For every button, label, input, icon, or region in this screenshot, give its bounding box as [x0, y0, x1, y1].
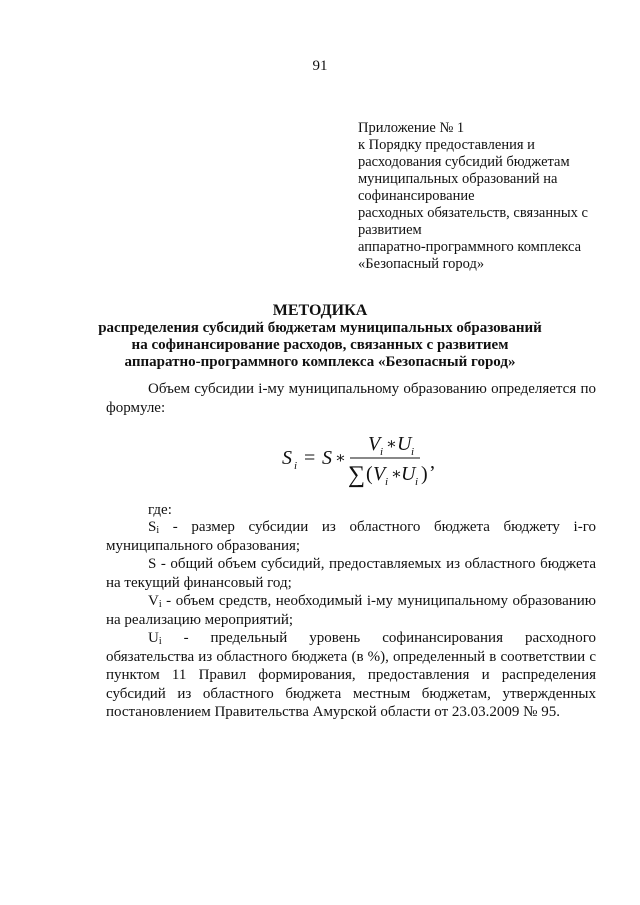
appendix-line: расходования субсидий бюджетам: [358, 154, 570, 170]
formula-mult: ∗: [335, 450, 346, 467]
formula-equals: =: [304, 447, 316, 469]
definition-item: [106, 555, 596, 592]
subsidy-formula: [280, 432, 450, 492]
title-heading: МЕТОДИКА: [272, 302, 368, 319]
title-line: на софинансирование расходов, связанных с развитием: [131, 337, 509, 353]
formula-svg: [280, 432, 450, 492]
document-title: [0, 302, 640, 371]
page-number: 91: [312, 58, 328, 74]
formula-num-U: U: [397, 433, 412, 455]
definition-symbol: V: [148, 593, 159, 609]
formula-num-U-sub: i: [411, 446, 415, 458]
formula-den-close: ): [421, 463, 428, 485]
title-line: аппаратно-программного комплекса «Безопасный город»: [124, 354, 516, 370]
definition-item: [106, 518, 596, 555]
where-label: где:: [148, 502, 172, 518]
formula-lhs-sub: i: [294, 460, 298, 472]
intro-paragraph: Объем субсидии i-му муниципальному образованию определяется по формуле:: [106, 381, 596, 416]
formula-lhs: S: [282, 447, 292, 469]
definition-symbol: U: [148, 630, 159, 646]
appendix-line: аппаратно-программного комплекса: [358, 239, 582, 255]
definition-text: - объем средств, необходимый i-му муниципальному образованию на реализацию мероприятий;: [106, 593, 596, 628]
formula-den-U-sub: i: [415, 476, 419, 488]
formula-den-open: (: [366, 463, 373, 485]
definition-symbol: S: [148, 556, 157, 572]
definition-text: - общий объем субсидий, предоставляемых из областного бюджета на текущий финансовый год;: [106, 556, 596, 591]
definition-text: - предельный уровень софинансирования расходного обязательства из областного бюджета (в %), определенный в соответствии с пунктом 11 Правил формирования, предоставления и распределения субсидий из областного бюджета местным бюджетам, утвержденных постановлением Правительства Амурской области от 23.03.2009 № 95.: [106, 630, 596, 720]
definition-symbol: S: [148, 519, 157, 535]
formula-den-V: V: [373, 463, 386, 485]
formula-trailing-comma: ,: [430, 451, 435, 473]
formula-num-op: ∗: [386, 436, 397, 453]
definition-text: - размер субсидии из областного бюджета бюджету i-го муниципального образования;: [106, 519, 596, 554]
appendix-line: софинансирование: [358, 188, 475, 204]
appendix-line: к Порядку предоставления и: [358, 137, 535, 153]
appendix-note: [358, 120, 628, 273]
formula-den-V-sub: i: [385, 476, 389, 488]
formula-sum-sign: ∑: [348, 462, 366, 488]
formula-num-V-sub: i: [380, 446, 384, 458]
formula-den-U: U: [401, 463, 416, 485]
definitions-list: [106, 518, 596, 722]
appendix-line: «Безопасный город»: [358, 256, 485, 272]
appendix-line: развитием: [358, 222, 422, 238]
definition-subscript: i: [158, 599, 162, 610]
appendix-line: муниципальных образований на: [358, 171, 558, 187]
definition-item: [106, 629, 596, 722]
title-line: распределения субсидий бюджетам муниципальных образований: [98, 320, 542, 336]
formula-S: S: [322, 447, 332, 469]
appendix-line: Приложение № 1: [358, 120, 465, 136]
formula-den-op: ∗: [391, 466, 402, 483]
definition-item: [106, 592, 596, 629]
formula-num-V: V: [368, 433, 381, 455]
definition-subscript: i: [156, 525, 160, 536]
definition-subscript: i: [158, 636, 162, 647]
appendix-line: расходных обязательств, связанных с: [358, 205, 588, 221]
